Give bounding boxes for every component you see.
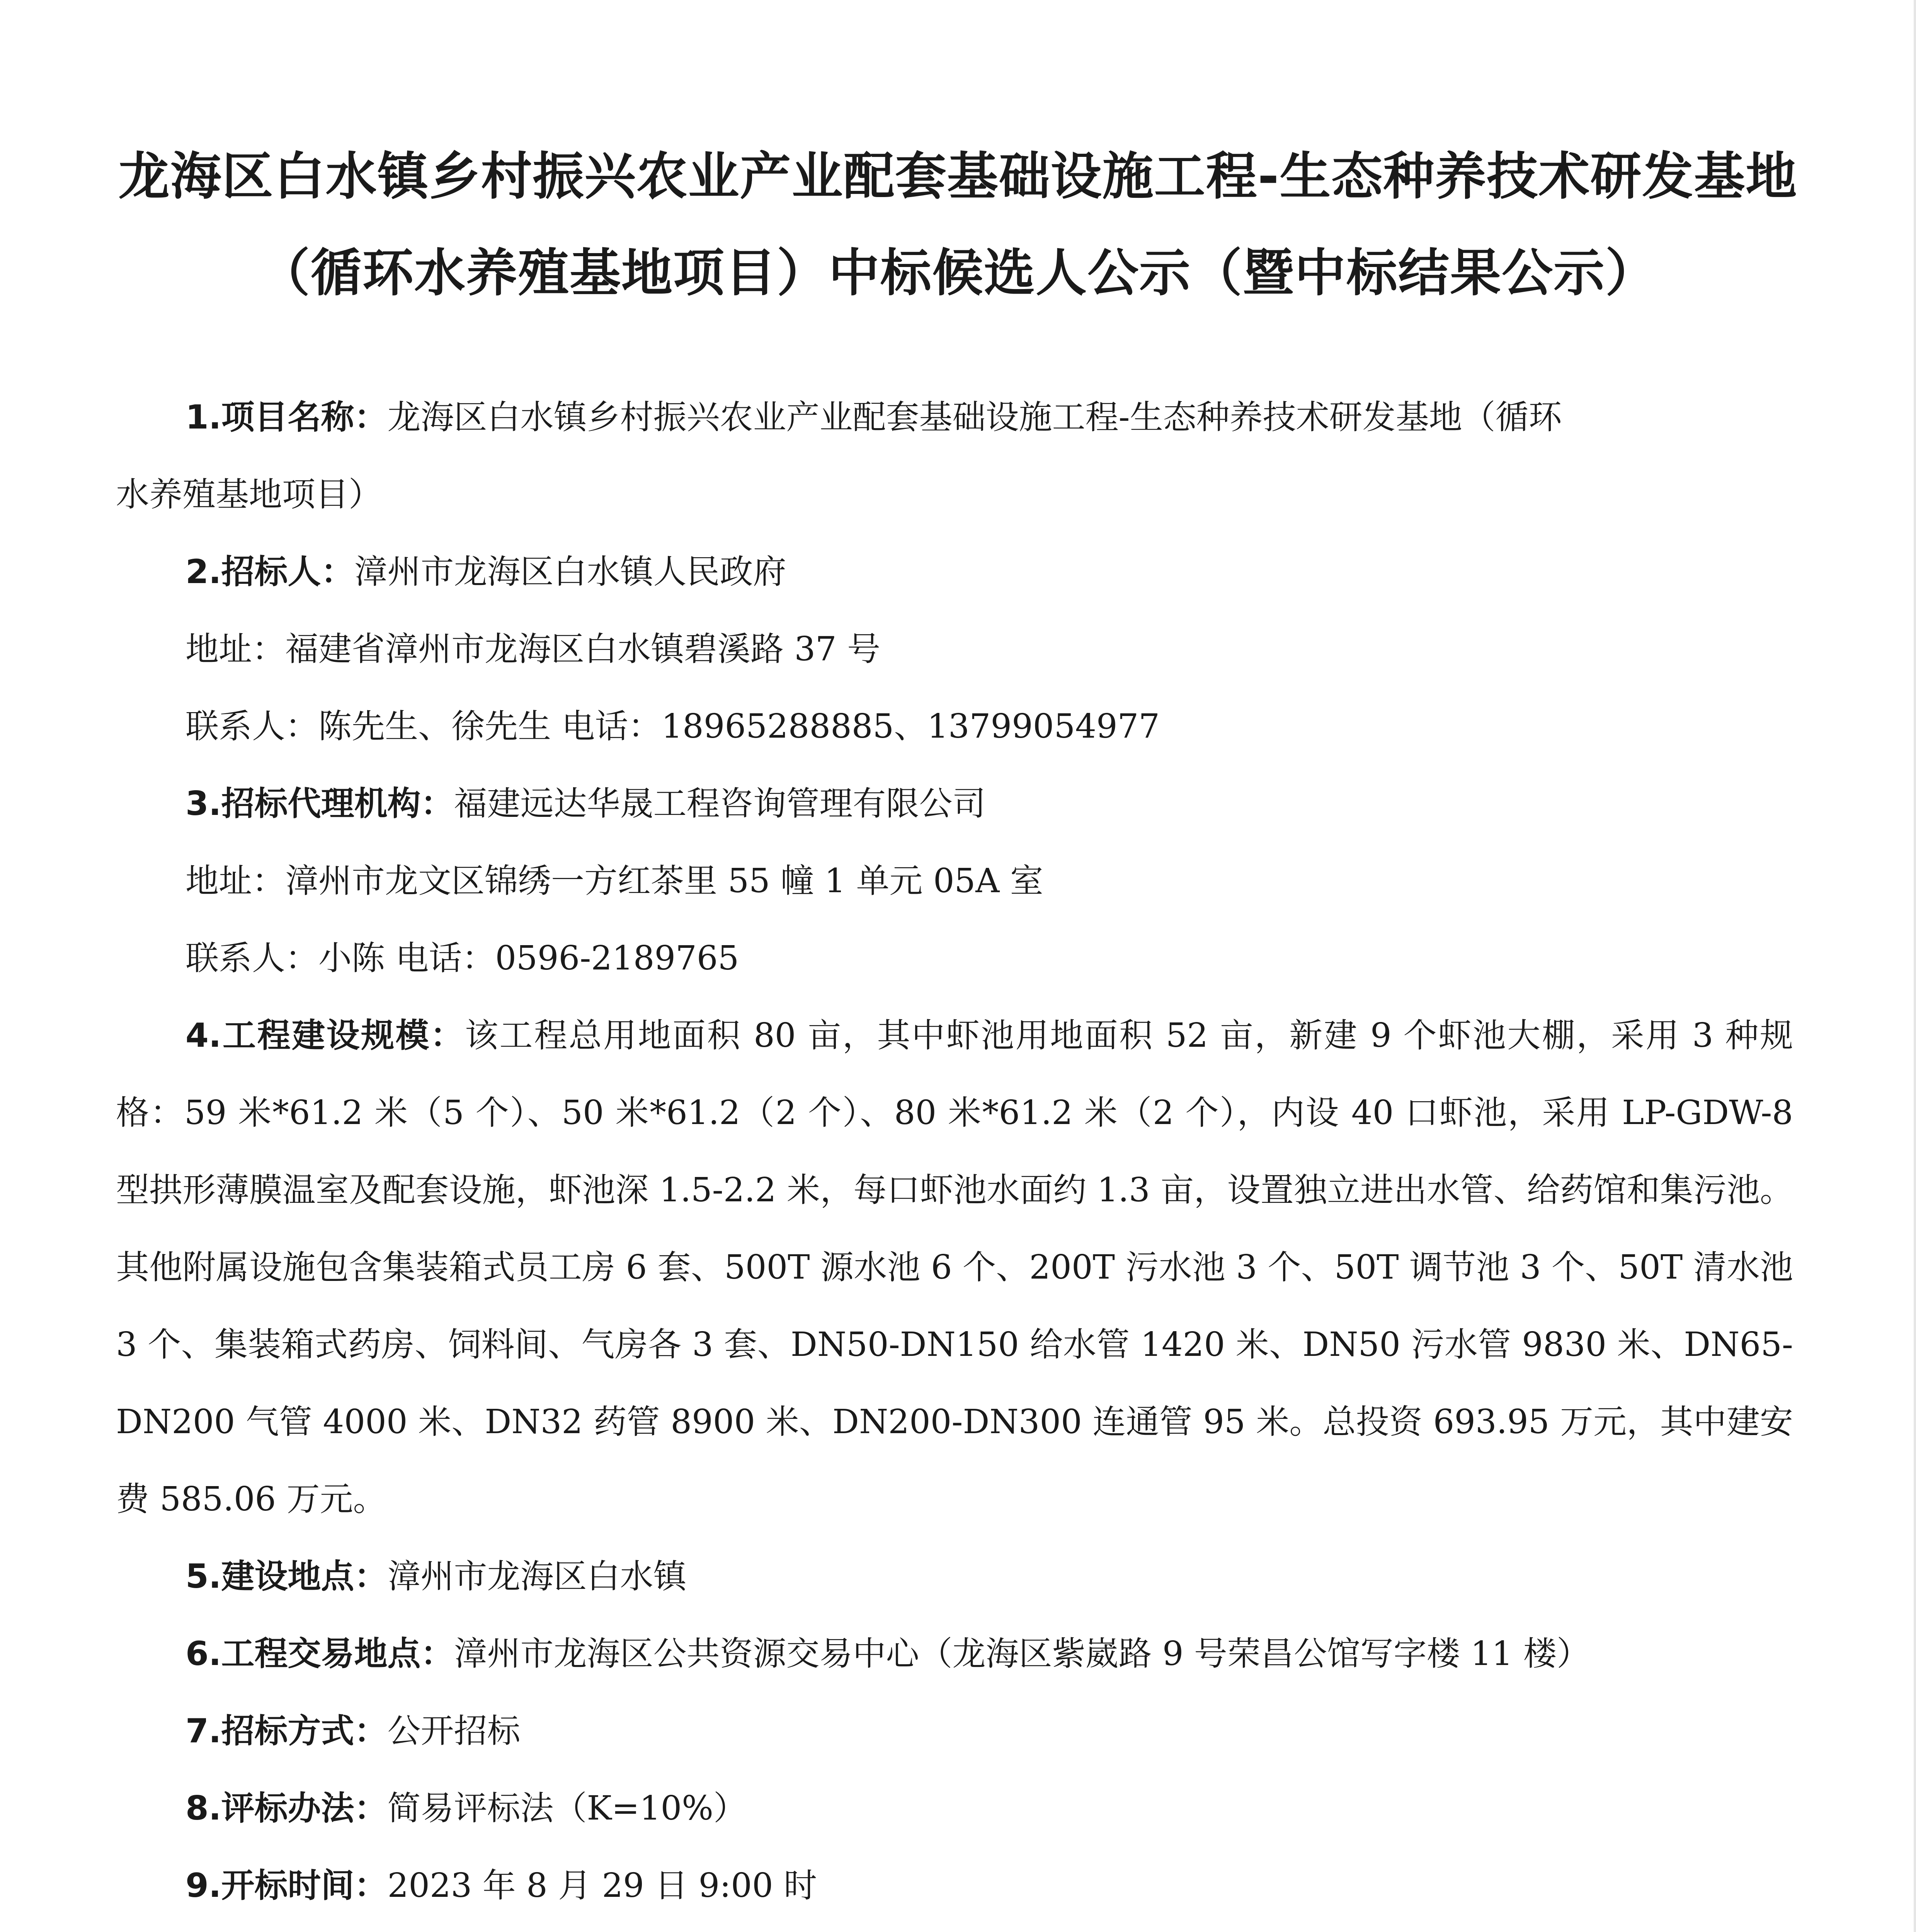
project-name-row-2	[116, 471, 382, 518]
agency-contact: 联系人：小陈 电话：0596-2189765	[185, 939, 739, 978]
agency-address: 地址：漳州市龙文区锦绣一方红茶里 55 幢 1 单元 05A 室	[185, 862, 1043, 900]
evaluation-row	[185, 1785, 747, 1832]
project-name-label: 1.项目名称：	[185, 398, 388, 437]
method-row	[185, 1708, 521, 1754]
project-name-value-1: 龙海区白水镇乡村振兴农业产业配套基础设施工程-生态种养技术研发基地（循环	[387, 398, 1562, 437]
evaluation-label: 8.评标办法：	[185, 1789, 388, 1828]
agency-row	[185, 781, 986, 827]
tenderer-row	[185, 549, 786, 595]
project-name-value-2: 水养殖基地项目）	[116, 475, 382, 514]
location-value: 漳州市龙海区白水镇	[387, 1557, 687, 1596]
open-time-row	[185, 1862, 817, 1909]
tenderer-value: 漳州市龙海区白水镇人民政府	[354, 553, 786, 591]
method-value: 公开招标	[387, 1712, 521, 1750]
tenderer-address: 地址：福建省漳州市龙海区白水镇碧溪路 37 号	[185, 630, 881, 668]
tenderer-label: 2.招标人：	[185, 553, 354, 591]
open-time-label: 9.开标时间：	[185, 1866, 388, 1905]
scale-value: 该工程总用地面积 80 亩，其中虾池用地面积 52 亩，新建 9 个虾池大棚，采用 3 种规格：59 米*61.2 米（5 个）、50 米*61.2（2 个）、80 米*61.2 米（2 个），内设 40 口虾池，采用 LP-GDW-8 型拱形薄膜温室及配套设施，虾池深 1.5-2.2 米，每口虾池水面约 1.3 亩，设置独立进出水管、给药馆和集污池。其他附属设施包含集装箱式员工房 6 套、500T 源水池 6 个、200T 污水池 3 个、50T 调节池 3 个、50T 清水池 3 个、集装箱式药房、饲料间、气房各 3 套、DN50-DN150 给水管 1420 米、DN50 污水管 9830 米、DN65-DN200 气管 4000 米、DN32 药管 8900 米、DN200-DN300 连通管 95 米。总投资 693.95 万元，其中建安费 585.06 万元。	[116, 1016, 1793, 1519]
title-line-1: 龙海区白水镇乡村振兴农业产业配套基础设施工程-生态种养技术研发基地	[118, 147, 1798, 206]
evaluation-value: 简易评标法（K=10%）	[387, 1789, 747, 1828]
title-line-2: （循环水养殖基地项目）中标候选人公示（暨中标结果公示）	[259, 243, 1657, 303]
trade-place-label: 6.工程交易地点：	[185, 1634, 454, 1673]
location-row	[185, 1553, 687, 1600]
scale-paragraph	[116, 997, 1793, 1538]
agency-value: 福建远达华晟工程咨询管理有限公司	[454, 784, 986, 823]
project-name-row	[185, 394, 1562, 440]
method-label: 7.招标方式：	[185, 1712, 388, 1750]
open-time-value: 2023 年 8 月 29 日 9:00 时	[387, 1866, 817, 1905]
agency-label: 3.招标代理机构：	[185, 784, 454, 823]
scale-label: 4.工程建设规模：	[185, 1016, 465, 1055]
tenderer-contact: 联系人：陈先生、徐先生 电话：18965288885、13799054977	[185, 707, 1160, 746]
trade-place-value: 漳州市龙海区公共资源交易中心（龙海区紫崴路 9 号荣昌公馆写字楼 11 楼）	[454, 1634, 1590, 1673]
trade-place-row	[185, 1631, 1590, 1677]
location-label: 5.建设地点：	[185, 1557, 388, 1596]
